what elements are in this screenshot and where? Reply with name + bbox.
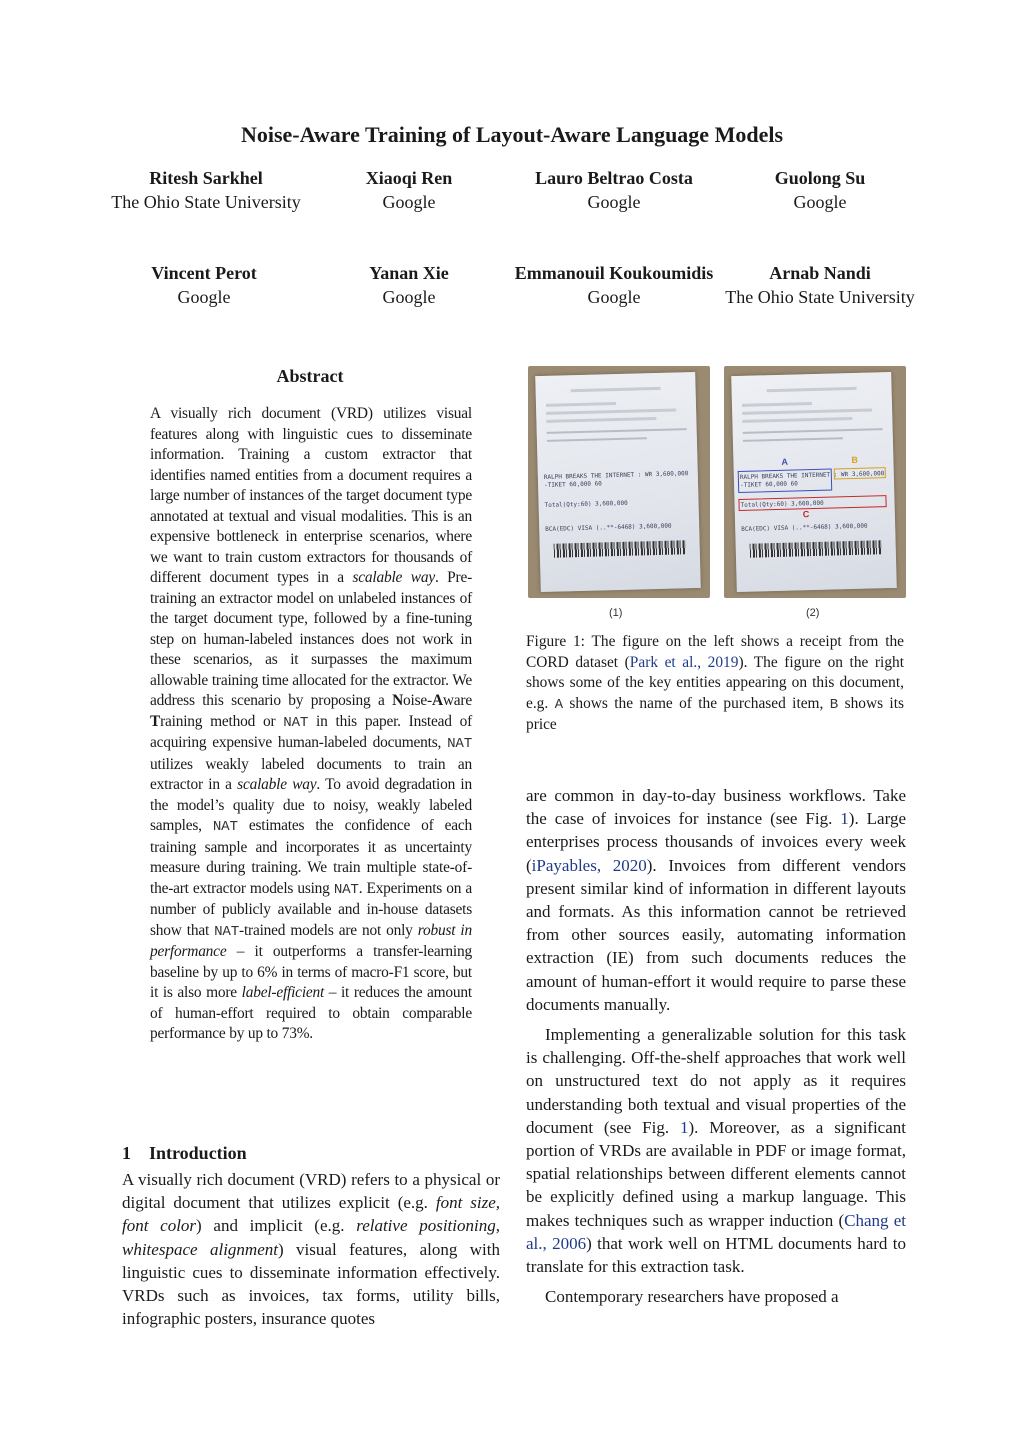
receipt-line: Total(Qty:60) 3,600,000 [740, 499, 824, 509]
entity-box-c [738, 495, 886, 511]
right-column-text [526, 784, 906, 1315]
author-block [289, 166, 529, 214]
receipt-image [731, 372, 897, 592]
paragraph: are common in day-to-day business workflows. Take the case of invoices for instance (see Fig. 1). Large enterprises process thousands of invoices every week (iPayables, 2020). Invoices from different vendors present similar kind of information in different layouts and formats. As this information cannot be retrieved from other sources easily, automating information extraction (IE) from such documents reduces the amount of human-effort it would require to parse these documents manually. [526, 786, 906, 1014]
author-block [84, 261, 324, 309]
figure-panel-receipt [528, 366, 710, 598]
receipt-line: BCA(EDC) VISA (..**-6468) 3,600,000 [545, 522, 672, 533]
author-name: Lauro Beltrao Costa [535, 168, 693, 188]
author-affiliation: Google [587, 192, 641, 212]
author-name: Xiaoqi Ren [365, 168, 453, 188]
author-block [700, 261, 940, 309]
entity-label-a: A [781, 456, 789, 467]
figure-caption: Figure 1: The figure on the left shows a receipt from the CORD dataset (Park et al., 2019). The figure on the right shows some of the key entities appearing on this document, e.g. A shows the name of the purchased item, B shows its price [526, 633, 905, 733]
entity-box-a [738, 469, 833, 493]
figure-ref-link[interactable]: 1 [840, 809, 849, 829]
paper-title: Noise-Aware Training of Layout-Aware Language Models [240, 122, 784, 147]
receipt-line: RALPH BREAKS THE INTERNET : WR 3,600,000 [739, 470, 885, 481]
figure-panel-annotated-receipt [724, 366, 906, 598]
citation-link[interactable]: iPayables, 2020 [531, 855, 647, 875]
receipt-line: -TIKET 60,000 60 [739, 480, 798, 489]
nat-acronym: NAT [283, 714, 309, 731]
citation-link[interactable]: Chang et al., 2006 [526, 1210, 906, 1253]
author-affiliation: Google [793, 192, 847, 212]
author-name: Guolong Su [774, 168, 866, 188]
author-block [494, 261, 734, 309]
entity-label-b: B [851, 454, 859, 466]
author-block [494, 166, 734, 214]
author-affiliation: The Ohio State University [111, 192, 301, 212]
author-name: Emmanouil Koukoumidis [514, 263, 714, 283]
nat-acronym: NAT [214, 923, 240, 940]
nat-acronym: NAT [447, 736, 472, 752]
barcode [554, 540, 686, 557]
figure-panel-label: (1) [609, 607, 623, 619]
author-affiliation: The Ohio State University [725, 287, 915, 307]
author-block [700, 166, 940, 214]
receipt-line: Total(Qty:60) 3,600,000 [544, 499, 628, 509]
introduction-text: A visually rich document (VRD) refers to a physical or digital document that utilizes explicit (e.g. font size, font color) and implicit (e.g. relative positioning, whitespace alignment) visual features, along with linguistic cues to disseminate information effectively. VRDs such as invoices, tax forms, utility bills, infographic posters, insurance quotes [122, 1170, 501, 1329]
receipt-image [535, 372, 701, 592]
barcode [750, 540, 882, 557]
abstract-body: A visually rich document (VRD) utilizes visual features along with linguistic cues to disseminate information. Training a custom extractor that identifies named entities from a document requires a large number of instances of the target document type annotated at textual and visual modalities. This is an expensive bottleneck in enterprise scenarios, where we want to train custom extractors for thousands of different document types in a scalable way. Pre-training an extractor model on unlabeled instances of the target document type, followed by a fine-tuning step on human-labeled instances does not work in these scenarios, as it surpasses the maximum allowable training time allocated for the extractor. We address this scenario by proposing a Noise-Aware Training method or NAT in this paper. Instead of acquiring expensive human-labeled documents, NAT utilizes weakly labeled documents to train an extractor in a scalable way. To avoid degradation in the model’s quality due to noisy, weakly labeled samples, NAT estimates the confidence of each training sample and incorporates it as uncertainty measure during training. We train multiple state-of-the-art extractor models using NAT. Experiments on a number of publicly available and in-house datasets show that NAT-trained models are not only robust in performance – it outperforms a transfer-learning baseline by up to 6% in terms of macro-F1 score, but it is also more label-efficient – it reduces the amount of human-effort required to obtain comparable performance by up to 73%. [150, 405, 473, 1042]
receipt-line: RALPH BREAKS THE INTERNET : WR 3,600,000 [543, 470, 689, 481]
author-affiliation: Google [382, 287, 436, 307]
entity-box-b [834, 467, 886, 479]
author-affiliation: Google [177, 287, 231, 307]
paragraph: Contemporary researchers have proposed a [545, 1287, 839, 1307]
author-block [289, 261, 529, 309]
entity-label-c: C [802, 509, 810, 520]
author-affiliation: Google [382, 192, 436, 212]
author-name: Ritesh Sarkhel [149, 168, 263, 188]
receipt-line: -TIKET 60,000 60 [543, 480, 602, 489]
nat-acronym: NAT [333, 881, 359, 898]
abstract-heading: Abstract [276, 366, 344, 386]
author-affiliation: Google [587, 287, 641, 307]
nat-acronym: NAT [212, 819, 238, 835]
citation-link[interactable]: Park et al., 2019 [629, 653, 739, 671]
receipt-line: BCA(EDC) VISA (..**-6468) 3,600,000 [741, 522, 868, 533]
section-heading-introduction: 1 Introduction [122, 1143, 247, 1163]
author-name: Yanan Xie [369, 263, 449, 283]
author-name: Vincent Perot [151, 263, 257, 283]
figure-ref-link[interactable]: 1 [679, 1117, 689, 1137]
author-name: Arnab Nandi [769, 263, 871, 283]
paragraph: Implementing a generalizable solution for this task is challenging. Off-the-shelf approaches that work well on unstructured text do not apply as it requires understanding both textual and visual properties of the document (see Fig. 1). Moreover, as a significant portion of VRDs are available in PDF or image format, spatial relationships between different elements cannot be explicitly defined using a markup language. This makes techniques such as wrapper induction (Chang et al., 2006) that work well on HTML documents hard to translate for this extraction task. [526, 1025, 906, 1277]
figure-panel-label: (2) [806, 607, 820, 619]
